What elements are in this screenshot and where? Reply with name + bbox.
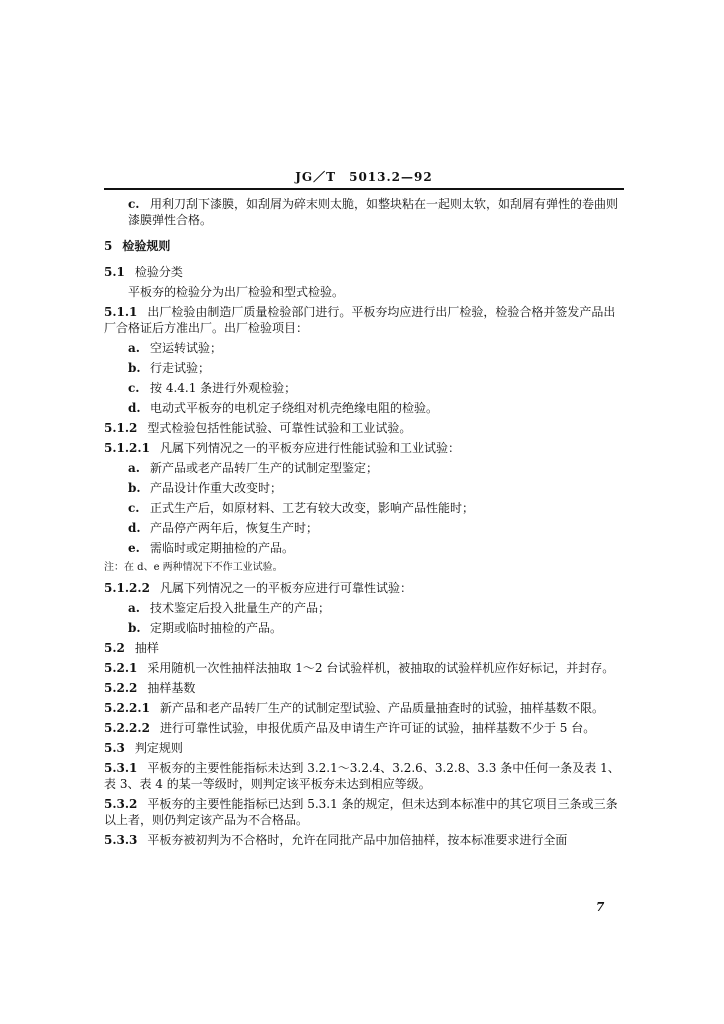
section-title: 检验规则 xyxy=(122,239,171,253)
item-label: d. xyxy=(128,401,141,415)
section-number: 5.2 xyxy=(104,641,125,655)
section-title: 判定规则 xyxy=(134,741,183,755)
clause-text: 采用随机一次性抽样法抽取 1～2 台试验样机，被抽取的试验样机应作好标记，并封存。 xyxy=(147,661,615,675)
list-item xyxy=(104,400,624,416)
document-header: JG／T 5013.2—92 xyxy=(295,170,433,184)
list-item xyxy=(104,500,624,516)
header-rule xyxy=(104,188,624,190)
section-5-heading xyxy=(104,238,624,254)
clause-5-2-2-2 xyxy=(104,720,624,736)
clause-5-1-1 xyxy=(104,304,624,336)
clause-text: 凡属下列情况之一的平板夯应进行性能试验和工业试验： xyxy=(159,441,460,455)
page-number: 7 xyxy=(596,900,605,914)
clause-5-2-1 xyxy=(104,660,624,676)
section-title: 抽样 xyxy=(134,641,159,655)
clause-number: 5.2.1 xyxy=(104,661,138,675)
clause-5-2-2-1 xyxy=(104,700,624,716)
list-item xyxy=(104,480,624,496)
item-text: 用利刀刮下漆膜，如刮屑为碎末则太脆，如整块粘在一起则太软，如刮屑有弹性的卷曲则漆膜弹性合格。 xyxy=(128,197,619,227)
item-text: 需临时或定期抽检的产品。 xyxy=(150,541,295,555)
list-item xyxy=(104,620,624,636)
section-number: 5 xyxy=(104,239,113,253)
clause-5-3-2 xyxy=(104,796,624,828)
clause-number: 5.1.2 xyxy=(104,421,138,435)
clause-number: 5.1.2.1 xyxy=(104,441,150,455)
clause-5-3-3 xyxy=(104,832,624,848)
clause-number: 5.1.1 xyxy=(104,305,138,319)
item-label: c. xyxy=(128,381,140,395)
item-text: 空运转试验； xyxy=(150,341,223,355)
item-label: b. xyxy=(128,361,141,375)
section-number: 5.3 xyxy=(104,741,125,755)
clause-text: 抽样基数 xyxy=(147,681,196,695)
clause-text: 型式检验包括性能试验、可靠性试验和工业试验。 xyxy=(147,421,412,435)
clause-number: 5.2.2 xyxy=(104,681,138,695)
clause-number: 5.3.1 xyxy=(104,761,138,775)
section-title: 检验分类 xyxy=(134,265,183,279)
clause-number: 5.1.2.2 xyxy=(104,581,150,595)
item-text: 正式生产后，如原材料、工艺有较大改变，影响产品性能时； xyxy=(150,501,475,515)
clause-5-1-2-1 xyxy=(104,440,624,456)
list-item xyxy=(104,600,624,616)
item-label: b. xyxy=(128,621,141,635)
item-label: c. xyxy=(128,197,140,211)
item-text: 新产品或老产品转厂生产的试制定型鉴定； xyxy=(150,461,379,475)
list-item xyxy=(104,540,624,556)
item-label: a. xyxy=(128,341,140,355)
clause-text: 平板夯的主要性能指标已达到 5.3.1 条的规定，但未达到本标准中的其它项目三条或三条以上者，则仍判定该产品为不合格品。 xyxy=(104,797,618,827)
clause-text: 平板夯的主要性能指标未达到 3.2.1～3.2.4、3.2.6、3.2.8、3.3 条中任何一条及表 1、表 3、表 4 的某一等级时，则判定该平板夯未达到相应等级。 xyxy=(104,761,620,791)
item-text: 电动式平板夯的电机定子绕组对机壳绝缘电阻的检验。 xyxy=(150,401,439,415)
clause-number: 5.3.2 xyxy=(104,797,138,811)
clause-text: 平板夯被初判为不合格时，允许在同批产品中加倍抽样，按本标准要求进行全面 xyxy=(147,833,568,847)
item-text: 行走试验； xyxy=(150,361,211,375)
section-number: 5.1 xyxy=(104,265,125,279)
clause-number: 5.2.2.2 xyxy=(104,721,150,735)
item-label: d. xyxy=(128,521,141,535)
paragraph-text: 平板夯的检验分为出厂检验和型式检验。 xyxy=(128,285,345,299)
clause-5-1-2 xyxy=(104,420,624,436)
clause-text: 出厂检验由制造厂质量检验部门进行。平板夯均应进行出厂检验，检验合格并签发产品出厂合格证后方准出厂。出厂检验项目： xyxy=(104,305,616,335)
clause-5-1-2-2 xyxy=(104,580,624,596)
clause-5-3-1 xyxy=(104,760,624,792)
section-5-2-heading xyxy=(104,640,624,656)
clause-number: 5.3.3 xyxy=(104,833,138,847)
section-5-1-body xyxy=(104,284,624,300)
item-label: b. xyxy=(128,481,141,495)
note: 注：在 d、e 两种情况下不作工业试验。 xyxy=(104,562,283,573)
list-item xyxy=(104,360,624,376)
item-text: 产品停产两年后，恢复生产时； xyxy=(150,521,319,535)
item-text: 产品设计作重大改变时； xyxy=(150,481,283,495)
list-item xyxy=(104,380,624,396)
clause-5-2-2 xyxy=(104,680,624,696)
clause-text: 新产品和老产品转厂生产的试制定型试验、产品质量抽查时的试验，抽样基数不限。 xyxy=(159,701,604,715)
item-text: 定期或临时抽检的产品。 xyxy=(150,621,283,635)
item-label: c. xyxy=(128,501,140,515)
item-label: a. xyxy=(128,601,140,615)
clause-text: 凡属下列情况之一的平板夯应进行可靠性试验： xyxy=(159,581,412,595)
list-item xyxy=(104,340,624,356)
section-5-3-heading xyxy=(104,740,624,756)
paragraph-c-continued xyxy=(104,196,624,228)
item-text: 按 4.4.1 条进行外观检验； xyxy=(150,381,297,395)
document-body xyxy=(104,196,624,848)
item-label: e. xyxy=(128,541,140,555)
item-label: a. xyxy=(128,461,140,475)
section-5-1-heading xyxy=(104,264,624,280)
item-text: 技术鉴定后投入批量生产的产品； xyxy=(150,601,331,615)
list-item xyxy=(104,460,624,476)
clause-number: 5.2.2.1 xyxy=(104,701,150,715)
clause-text: 进行可靠性试验，申报优质产品及申请生产许可证的试验，抽样基数不少于 5 台。 xyxy=(159,721,596,735)
list-item xyxy=(104,520,624,536)
